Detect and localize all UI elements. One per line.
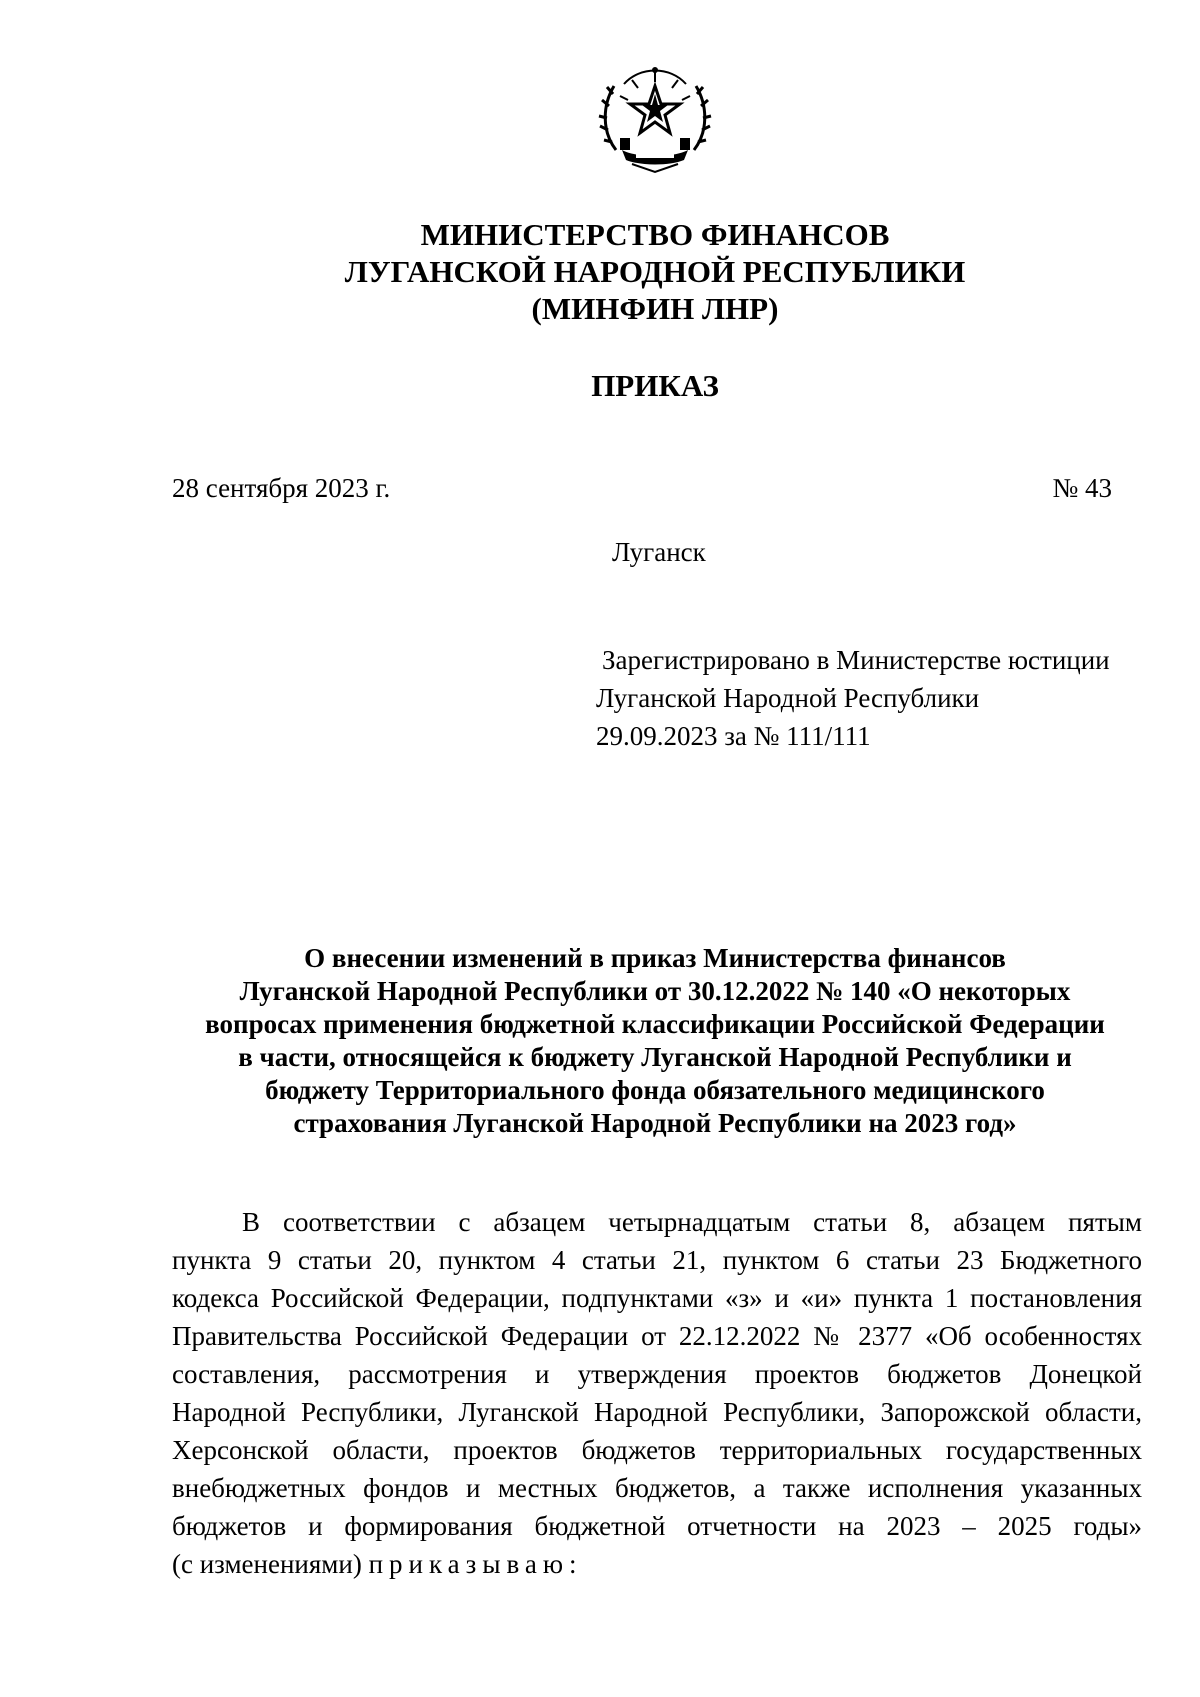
document-type: ПРИКАЗ [591, 368, 719, 403]
ministry-abbreviation: (МИНФИН ЛНР) [531, 291, 779, 326]
paragraph-line: бюджетов и формирования бюджетной отчетности на 2023 – 2025 годы» [172, 1511, 1142, 1541]
order-title [170, 942, 1140, 1140]
order-verb: приказываю: [368, 1549, 583, 1579]
title-line: О внесении изменений в приказ Министерства финансов [304, 943, 1006, 973]
registration-line-2: Луганской Народной Республики [596, 683, 980, 713]
ministry-name-line-1: МИНИСТЕРСТВО ФИНАНСОВ [420, 217, 890, 252]
title-line: Луганской Народной Республики от 30.12.2022 № 140 «О некоторых [239, 976, 1071, 1006]
paragraph-line: пункта 9 статьи 20, пунктом 4 статьи 21, пунктом 6 статьи 23 Бюджетного [172, 1245, 1142, 1275]
issue-city: Луганск [612, 537, 706, 567]
paragraph-line: В соответствии с абзацем четырнадцатым статьи 8, абзацем пятым [242, 1207, 1142, 1237]
title-line: вопросах применения бюджетной классификации Российской Федерации [205, 1009, 1105, 1039]
order-date: 28 сентября 2023 г. [172, 473, 391, 503]
paragraph-last-line [172, 1545, 1142, 1583]
registration-line-1: Зарегистрировано в Министерстве юстиции [602, 645, 1110, 675]
registration-stamp [596, 641, 1110, 755]
title-line: в части, относящейся к бюджету Луганской Народной Республики и [238, 1042, 1072, 1072]
paragraph-line: составления, рассмотрения и утверждения проектов бюджетов Донецкой [172, 1359, 1142, 1389]
amendments-note: (с изменениями) [172, 1549, 369, 1579]
registration-line-3: 29.09.2023 за № 111/111 [596, 721, 871, 751]
title-line: страхования Луганской Народной Республики на 2023 год» [293, 1108, 1017, 1138]
coat-of-arms-star-icon [596, 58, 714, 176]
paragraph-line: внебюджетных фондов и местных бюджетов, а также исполнения указанных [172, 1473, 1142, 1503]
title-line: бюджету Территориального фонда обязательного медицинского [265, 1075, 1045, 1105]
ministry-name-line-2: ЛУГАНСКОЙ НАРОДНОЙ РЕСПУБЛИКИ [344, 254, 966, 289]
preamble-paragraph [172, 1203, 1142, 1583]
paragraph-line: Херсонской области, проектов бюджетов территориальных государственных [172, 1435, 1142, 1465]
paragraph-line: Народной Республики, Луганской Народной Республики, Запорожской области, [172, 1397, 1142, 1427]
paragraph-line: Правительства Российской Федерации от 22.12.2022 № 2377 «Об особенностях [172, 1321, 1142, 1351]
paragraph-line: кодекса Российской Федерации, подпунктами «з» и «и» пункта 1 постановления [172, 1283, 1142, 1313]
order-number: № 43 [1052, 473, 1112, 503]
